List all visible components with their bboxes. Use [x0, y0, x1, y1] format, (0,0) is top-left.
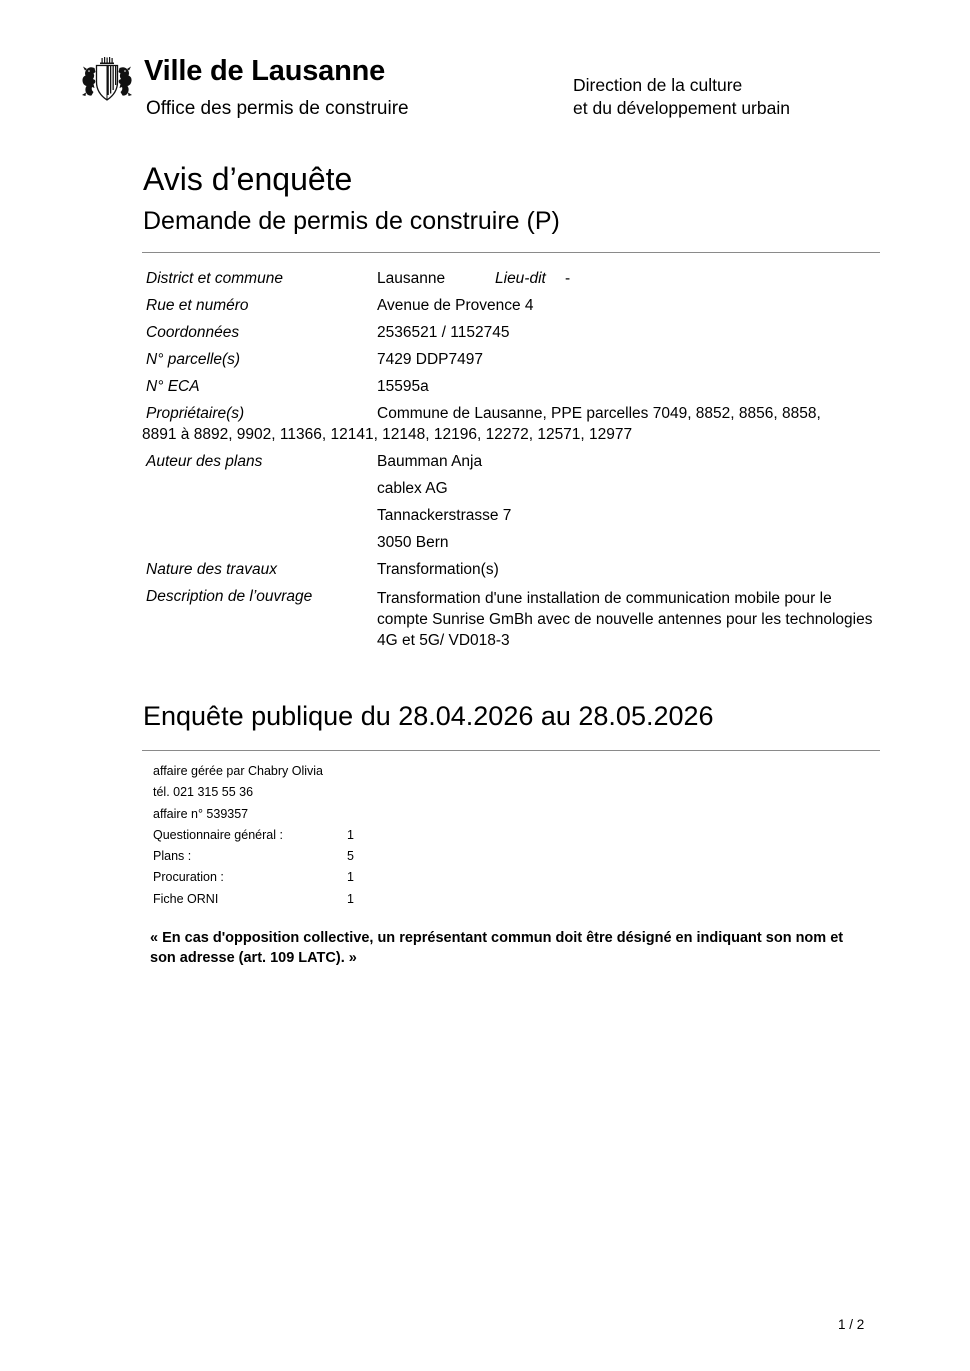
legal-notice: « En cas d'opposition collective, un représentant commun doit être désigné en indiquant son nom et son adresse (art. 109 LATC). » [150, 930, 844, 966]
value-lieu-dit: - [565, 270, 571, 287]
phone-line: tél. 021 315 55 36 [153, 785, 254, 800]
label-owner: Propriétaire(s) [146, 405, 245, 422]
city-logo-block [78, 55, 409, 121]
row-owner [142, 405, 886, 453]
row-author-company [146, 480, 886, 507]
public-enquiry-heading: Enquête publique du 28.04.2026 au 28.05.2026 [143, 701, 714, 731]
value-parcel: 7429 DDP7497 [377, 351, 483, 368]
value-owner-line-2: 8891 à 8892, 9902, 11366, 12141, 12148, 12196, 12272, 12571, 12977 [142, 426, 633, 443]
row-coordinates [146, 324, 886, 351]
label-parcel: N° parcelle(s) [146, 351, 241, 368]
document-header [0, 0, 970, 140]
direction-block [573, 74, 790, 120]
brand-text-block [144, 55, 409, 121]
value-coordinates: 2536521 / 1152745 [377, 324, 510, 341]
managed-by-line: affaire gérée par Chabry Olivia [153, 764, 323, 778]
value-author-name: Baumman Anja [377, 453, 483, 470]
label-district: District et commune [146, 270, 283, 287]
row-author-city [146, 534, 886, 561]
value-description: Transformation d'une installation de communication mobile pour le compte Sunrise GmBh avec de nouvelle antennes pour les technologies 4G et 5G/ VD018-3 [377, 590, 873, 649]
document-count: 1 [347, 891, 354, 906]
lausanne-coat-of-arms-icon [78, 57, 136, 103]
office-name: Office des permis de construire [146, 98, 409, 119]
label-nature: Nature des travaux [146, 561, 277, 578]
value-author-street: Tannackerstrasse 7 [377, 507, 512, 524]
value-nature: Transformation(s) [377, 561, 499, 578]
value-district: Lausanne [377, 270, 446, 287]
page-subtitle: Demande de permis de construire (P) [143, 207, 560, 235]
value-author-company: cablex AG [377, 480, 448, 497]
label-author: Auteur des plans [146, 453, 263, 470]
document-count: 5 [347, 849, 354, 864]
document-count: 1 [347, 827, 354, 842]
row-description [146, 588, 886, 654]
affair-details-block [153, 764, 573, 913]
row-parcel [146, 351, 886, 378]
value-author-city: 3050 Bern [377, 534, 449, 551]
city-name: Ville de Lausanne [144, 55, 386, 87]
row-eca [146, 378, 886, 405]
permit-info-table [142, 270, 886, 654]
page-title: Avis d’enquête [143, 161, 353, 197]
document-row [153, 892, 573, 913]
page-number: 1 / 2 [838, 1317, 865, 1332]
document-row [153, 870, 573, 891]
document-label: Procuration : [153, 870, 224, 885]
divider-bottom [142, 750, 880, 751]
document-label: Questionnaire général : [153, 827, 283, 842]
row-author [146, 453, 886, 480]
row-district [146, 270, 886, 297]
document-label: Fiche ORNI [153, 891, 219, 906]
direction-line-2: et du développement urbain [573, 98, 790, 118]
label-lieu-dit: Lieu-dit [495, 270, 546, 287]
row-author-street [146, 507, 886, 534]
direction-line-1: Direction de la culture [573, 75, 743, 95]
affair-number-line: affaire n° 539357 [153, 806, 249, 821]
divider-top [142, 252, 880, 253]
value-owner-line-1: Commune de Lausanne, PPE parcelles 7049, 8852, 8856, 8858, [377, 405, 821, 422]
document-row [153, 828, 573, 849]
value-eca: 15595a [377, 378, 429, 395]
label-eca: N° ECA [146, 378, 200, 395]
document-count: 1 [347, 870, 354, 885]
row-nature [146, 561, 886, 588]
document-row [153, 849, 573, 870]
label-coordinates: Coordonnées [146, 324, 240, 341]
label-description: Description de l’ouvrage [146, 588, 313, 605]
row-street [146, 297, 886, 324]
value-street: Avenue de Provence 4 [377, 297, 534, 314]
document-label: Plans : [153, 849, 192, 864]
label-street: Rue et numéro [146, 297, 249, 314]
